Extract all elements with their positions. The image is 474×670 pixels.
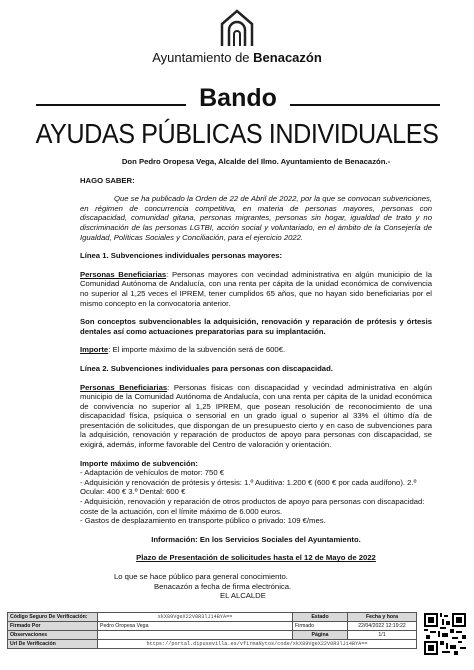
organization-name	[0, 50, 474, 65]
fecha-header: Fecha y hora	[348, 613, 417, 622]
closing-line: EL ALCALDE	[220, 591, 266, 601]
list-item: - Adquisición y renovación de prótesis y órtesis: 1.º Auditiva: 1.200 € (600 € por cada audífono). 2.º Ocular: 400 € 3.º Dental: 600 €	[80, 477, 417, 497]
url-label: Url De Verificación	[8, 640, 98, 649]
line1-importe	[80, 345, 432, 355]
line2-benef-text: : Personas físicas con discapacidad y vecindad administrativa en algún municipio de la Comunidad Autónoma de Andalucía, con una renta per cápita de la unidad económica de convivencia no superior al 1,25 IPREM, que posean resolución de reconocimiento de una discapacidad física, psíquica o sensorial en un grado igual o superior al 33% el último día de presentación de solicitudes, que dispongan de un presupuesto cierto y en caso de subvenciones para la adquisición, renovación y reparación de productos de apoyo para personas con discapacidad, se exigirá, además, informe favorable del Centro de valoración y orientación.	[80, 382, 433, 450]
list-item: - Gastos de desplazamiento en transporte público o privado: 109 €/mes.	[80, 516, 326, 526]
csv-value: xkX89VgeX22V0R3lJ14BYA==	[98, 613, 293, 622]
verification-table	[7, 612, 417, 649]
list-item: - Adquisición, renovación y reparación de otros productos de apoyo para personas con discapacidad: coste de la actuación, con el límite máximo de 6.000 euros.	[80, 497, 425, 516]
line1-concepts: Son conceptos subvencionables la adquisición, renovación y reparación de prótesis y órtesis dentales así como actuaciones preparatorias para su implantación.	[80, 317, 432, 336]
document-type: Bando	[199, 84, 277, 112]
hago-saber: HAGO SABER:	[80, 175, 135, 185]
line1-benef-text: : Personas mayores con vecindad administrativa en algún municipio de la Comunidad Autónoma de Andalucía, con una renta per cápita de la unidad económica de convivencia no superior al 1,25 veces el IPREM, tener cumplidos 65 años, que no hayan sido beneficiarias por el mismo concepto en la convocatoria anterior.	[80, 269, 432, 308]
closing-line: Lo que se hace público para general conocimiento.	[114, 572, 288, 581]
author-line: Don Pedro Oropesa Vega, Alcalde del Ilmo. Ayuntamiento de Benacazón.-	[121, 157, 391, 166]
deadline-line: Plazo de Presentación de solicitudes hasta el 12 de Mayo de 2022	[136, 553, 376, 563]
page-value: 1/1	[348, 631, 417, 640]
document-type-row	[36, 84, 440, 112]
verification-url[interactable]: https://portal.dipusevilla.es/vfirmaNytos/code/xkX89VgeX22V0R3lJ14BYA==	[98, 640, 417, 649]
closing-block	[80, 572, 432, 601]
line1-importe-label: Importe	[80, 345, 109, 355]
org-name-bold: Benacazón	[253, 50, 322, 65]
line1-beneficiaries	[80, 270, 432, 308]
town-hall-logo-icon	[219, 8, 255, 48]
line1-importe-text: : El importe máximo de la subvención será de 600€.	[108, 345, 286, 355]
observations-value	[98, 631, 293, 640]
observations-label: Observaciones	[8, 631, 98, 640]
line2-importe-block	[80, 459, 432, 526]
line2-beneficiaries	[80, 383, 432, 450]
line2-title: Línea 2. Subvenciones individuales para personas con discapacidad.	[80, 363, 333, 373]
closing-line: Benacazón a fecha de firma electrónica.	[154, 581, 292, 591]
info-line: Información: En los Servicios Sociales del Ayuntamiento.	[151, 534, 361, 544]
line2-benef-label: Personas Beneficiarias	[80, 382, 168, 392]
list-item: - Adaptación de vehículos de motor: 750 €	[80, 468, 225, 478]
line2-importe-title: Importe máximo de subvención:	[80, 458, 198, 468]
intro-paragraph: Que se ha publicado la Orden de 22 de Abril de 2022, por la que se convocan subvenciones, en régimen de concurrencia competitiva, en materia de personas mayores, personas con discapacidad, comunidad gitana, personas migrantes, personas sin hogar, igualdad de trato y no discriminación de las personas LGTBI, acción social y voluntariado, en el ámbito de la Consejería de Igualdad, Políticas Sociales y Conciliación, para el ejercicio 2022.	[80, 194, 432, 242]
right-rule	[290, 104, 440, 106]
line1-benef-label: Personas Beneficiarias	[80, 269, 167, 279]
qr-code-icon	[424, 612, 466, 656]
org-prefix: Ayuntamiento de	[152, 50, 254, 65]
signed-by-value: Pedro Oropesa Vega	[98, 622, 293, 631]
page-header: Página	[293, 631, 348, 640]
estado-value: Firmado	[293, 622, 348, 631]
fecha-value: 22/04/2022 12:19:22	[348, 622, 417, 631]
line1-title: Línea 1. Subvenciones individuales personas mayores:	[80, 251, 283, 261]
signed-by-label: Firmado Por	[8, 622, 98, 631]
estado-header: Estado	[293, 613, 348, 622]
csv-label: Código Seguro De Verificación:	[8, 613, 98, 622]
page-title: AYUDAS PÚBLICAS INDIVIDUALES	[35, 118, 439, 149]
document-body	[80, 157, 432, 601]
